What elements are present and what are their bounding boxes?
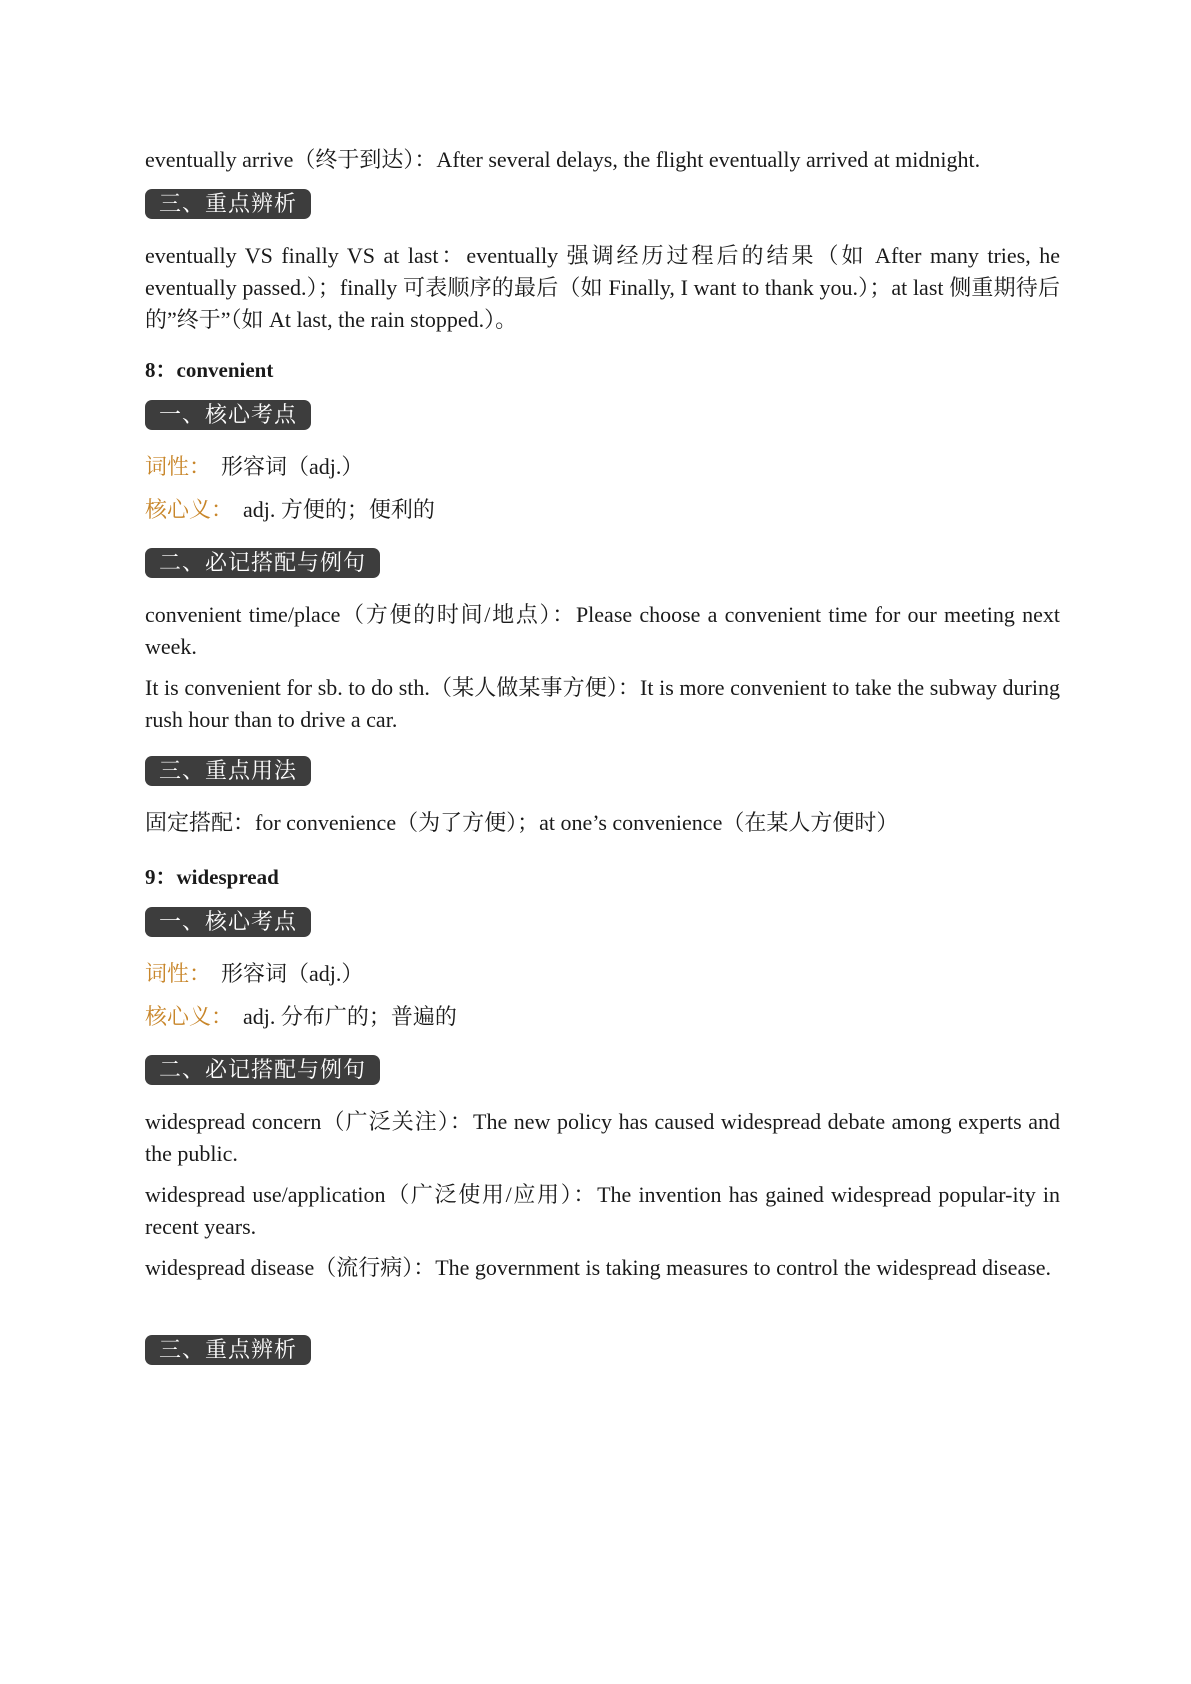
- eventually-analysis-text: eventually VS finally VS at last：eventually 强调经历过程后的结果（如 After many tries, he eventually passed.）；finally 可表顺序的最后（如 Finally, I want to thank you.）；at last 侧重期待后的”终于”（如 At last, the rain stopped.）。: [145, 243, 1060, 332]
- section-tag-analysis: 三、重点辨析: [145, 189, 311, 219]
- part-of-speech-row: [145, 958, 363, 990]
- word-heading-convenient: 8：convenient: [145, 358, 274, 382]
- section-tag-usage: 三、重点用法: [145, 756, 311, 786]
- usage-text: 固定搭配：for convenience（为了方便）；at one’s convenience（在某人方便时）: [145, 810, 899, 835]
- collocation-example: widespread use/application（广泛使用/应用）：The invention has gained widespread popular-ity in recent years.: [145, 1182, 1060, 1239]
- core-meaning-value: adj. 方便的；便利的: [243, 497, 435, 522]
- part-of-speech-value: 形容词（adj.）: [221, 961, 364, 986]
- part-of-speech-label: 词性：: [145, 961, 212, 986]
- section-tag-core: 一、核心考点: [145, 400, 311, 430]
- part-of-speech-row: [145, 451, 363, 483]
- collocation-example: convenient time/place（方便的时间/地点）：Please choose a convenient time for our meeting next week.: [145, 602, 1060, 659]
- core-meaning-value: adj. 分布广的；普遍的: [243, 1004, 457, 1029]
- collocation-example: widespread concern（广泛关注）：The new policy has caused widespread debate among experts and the public.: [145, 1109, 1060, 1166]
- section-tag-collocations: 二、必记搭配与例句: [145, 548, 380, 578]
- part-of-speech-value: 形容词（adj.）: [221, 454, 364, 479]
- core-meaning-label: 核心义：: [145, 1004, 234, 1029]
- word-heading-widespread: 9：widespread: [145, 865, 279, 889]
- collocation-example: It is convenient for sb. to do sth.（某人做某事方便）：It is more convenient to take the subway during rush hour than to drive a car.: [145, 675, 1060, 732]
- core-meaning-label: 核心义：: [145, 497, 234, 522]
- section-tag-collocations: 二、必记搭配与例句: [145, 1055, 380, 1085]
- section-tag-core: 一、核心考点: [145, 907, 311, 937]
- core-meaning-row: [145, 1001, 457, 1033]
- eventually-example: eventually arrive（终于到达）：After several delays, the flight eventually arrived at midnight.: [145, 147, 981, 172]
- collocation-example: widespread disease（流行病）：The government is taking measures to control the widespread disease.: [145, 1255, 1052, 1280]
- core-meaning-row: [145, 494, 435, 526]
- section-tag-analysis: 三、重点辨析: [145, 1335, 311, 1365]
- part-of-speech-label: 词性：: [145, 454, 212, 479]
